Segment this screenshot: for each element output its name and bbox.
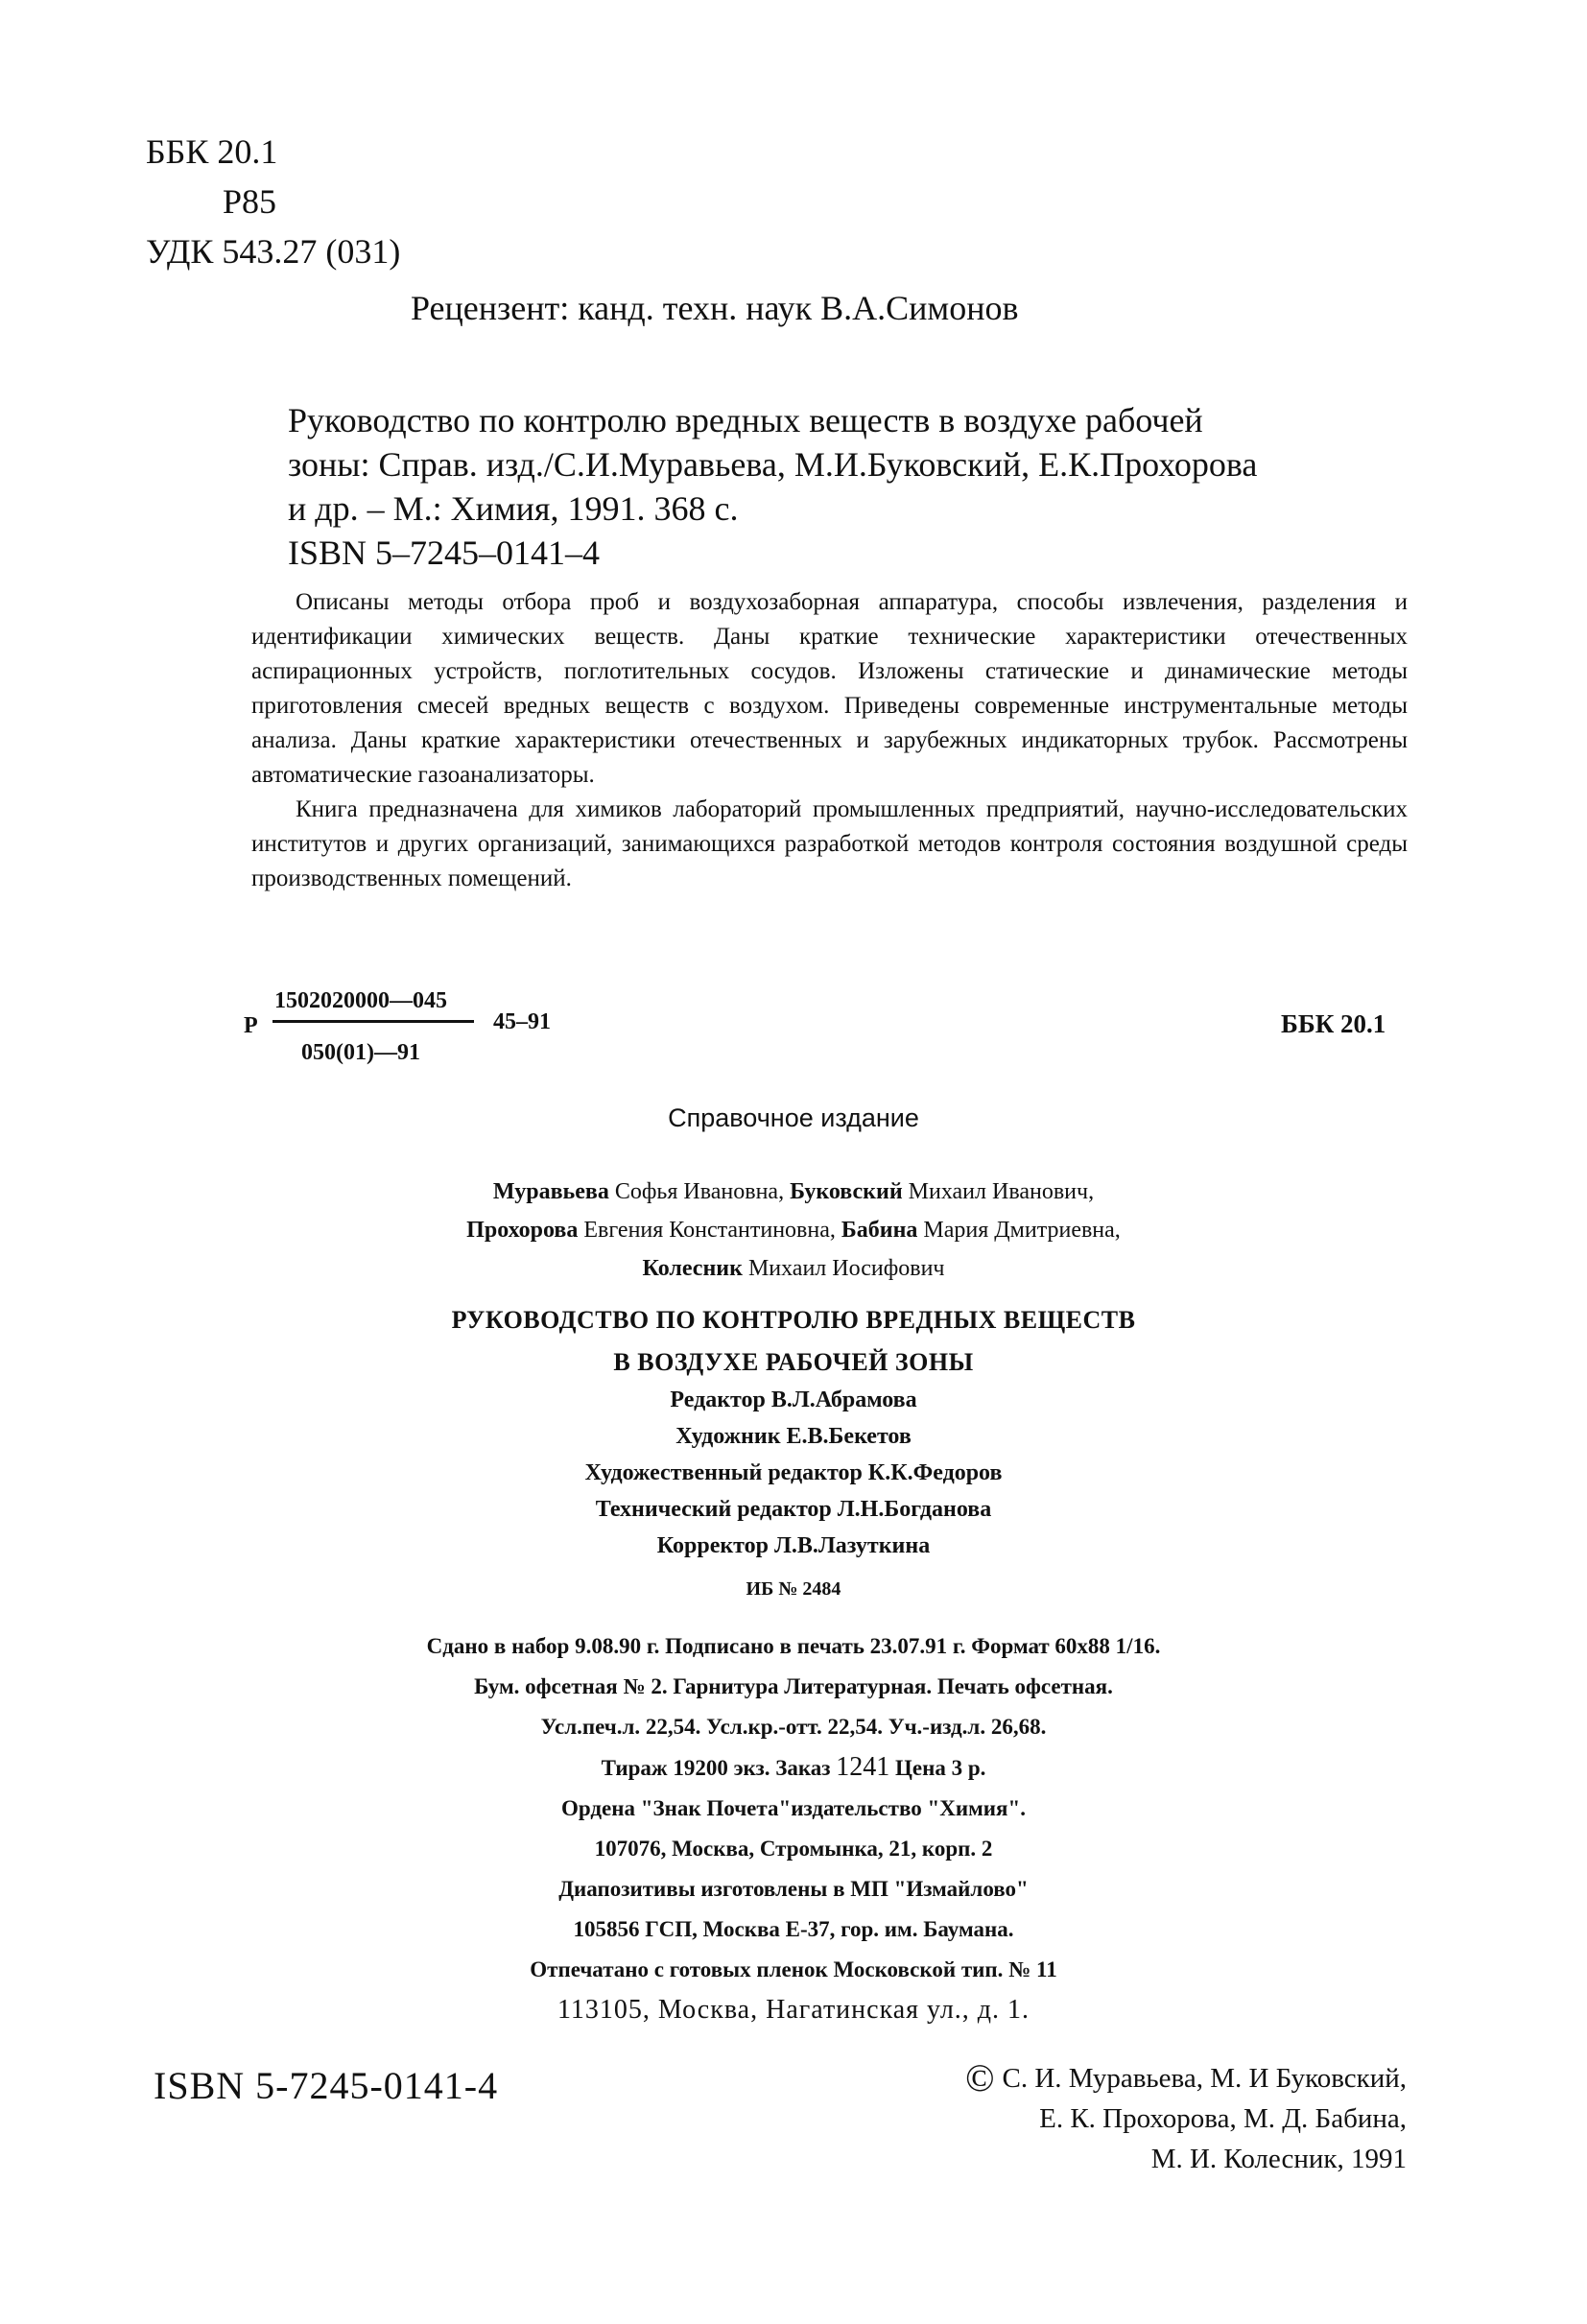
print-run: Тираж 19200 экз. Заказ — [601, 1756, 831, 1780]
citation-line-3: и др. – М.: Химия, 1991. 368 с. — [288, 489, 739, 528]
abstract — [251, 585, 1408, 896]
catalog-denominator: 050(01)—91 — [301, 1040, 420, 1065]
catalog-code: 45–91 — [493, 1009, 551, 1034]
book-title-caps — [0, 1299, 1587, 1384]
title-line-2: В ВОЗДУХЕ РАБОЧЕЙ ЗОНЫ — [613, 1348, 974, 1376]
author-surname: Буковский — [790, 1179, 903, 1204]
copyright-icon: © — [965, 2056, 995, 2099]
staff-corrector: Корректор Л.В.Лазуткина — [656, 1533, 931, 1558]
imprint-line-6: 107076, Москва, Стромынка, 21, корп. 2 — [594, 1837, 993, 1861]
title-line-1: РУКОВОДСТВО ПО КОНТРОЛЮ ВРЕДНЫХ ВЕЩЕСТВ — [451, 1306, 1136, 1334]
staff-art-editor: Художественный редактор К.К.Федоров — [584, 1460, 1003, 1485]
author-name: Софья Ивановна, — [614, 1179, 785, 1204]
ib-number: ИБ № 2484 — [746, 1578, 841, 1600]
copyright-line-1 — [850, 2058, 1407, 2099]
imprint-line-2: Бум. офсетная № 2. Гарнитура Литературная. Печать офсетная. — [474, 1674, 1113, 1698]
copyright-text-1: С. И. Муравьева, М. И Буковский, — [1002, 2063, 1407, 2094]
author-name: Михаил Иванович, — [908, 1179, 1095, 1204]
staff-editor: Редактор В.Л.Абрамова — [670, 1387, 917, 1412]
author-name: Михаил Иосифович — [747, 1256, 945, 1281]
bibliographic-citation — [288, 398, 1420, 575]
price: Цена 3 р. — [895, 1756, 986, 1780]
authors-list — [0, 1173, 1587, 1288]
catalog-letter: Р — [244, 1013, 258, 1038]
shelf-code: Р85 — [223, 182, 277, 221]
catalog-numerator: 1502020000—045 — [274, 988, 447, 1013]
citation-line-2: зоны: Справ. изд./С.И.Муравьева, М.И.Буковский, Е.К.Прохорова — [288, 445, 1258, 484]
author-surname: Бабина — [841, 1218, 918, 1243]
staff-artist: Художник Е.В.Бекетов — [675, 1424, 912, 1449]
authors-line-2 — [0, 1211, 1587, 1249]
imprint-line-1: Сдано в набор 9.08.90 г. Подписано в печать 23.07.91 г. Формат 60х88 1/16. — [426, 1634, 1161, 1658]
author-name: Евгения Константиновна, — [583, 1218, 836, 1243]
imprint-line-5: Ордена "Знак Почета"издательство "Химия". — [561, 1796, 1026, 1820]
edition-type: Справочное издание — [668, 1103, 919, 1132]
udk-code: УДК 543.27 (031) — [146, 232, 401, 271]
abstract-paragraph-1: Описаны методы отбора проб и воздухозаборная аппаратура, способы извлечения, разделения и идентификации химических веществ. Даны краткие технические характеристики отечественных аспирационных устройств, поглотительных сосудов. Изложены статические и динамические методы приготовления смесей вредных веществ с воздухом. Приведены современные инструментальные методы анализа. Даны краткие характеристики отечественных и зарубежных индикаторных трубок. Рассмотрены автоматические газоанализаторы. — [251, 589, 1408, 788]
staff-tech-editor: Технический редактор Л.Н.Богданова — [595, 1497, 992, 1522]
bbk-code: ББК 20.1 — [146, 132, 278, 171]
citation-line-1: Руководство по контролю вредных веществ в воздухе рабочей — [288, 401, 1203, 439]
imprint-line-10: 113105, Москва, Нагатинская ул., д. 1. — [557, 1995, 1030, 2025]
authors-line-1 — [0, 1173, 1587, 1211]
imprint-line-4 — [0, 1747, 1587, 1789]
classification-codes — [146, 127, 400, 276]
bbk-right: ББК 20.1 — [1281, 1009, 1386, 1038]
author-surname: Колесник — [642, 1256, 743, 1281]
author-name: Мария Дмитриевна, — [923, 1218, 1121, 1243]
author-surname: Прохорова — [466, 1218, 579, 1243]
copyright-line-3: М. И. Колесник, 1991 — [1150, 2144, 1407, 2174]
order-number: 1241 — [836, 1752, 890, 1782]
citation-isbn: ISBN 5–7245–0141–4 — [288, 534, 601, 572]
imprint-line-9: Отпечатано с готовых пленок Московской тип. № 11 — [530, 1957, 1057, 1981]
isbn-bottom: ISBN 5-7245-0141-4 — [154, 2064, 499, 2107]
imprint-line-3: Усл.печ.л. 22,54. Усл.кр.-отт. 22,54. Уч.-изд.л. 26,68. — [540, 1715, 1047, 1739]
copyright-block — [850, 2058, 1407, 2179]
authors-line-3 — [0, 1249, 1587, 1288]
imprint-line-7: Диапозитивы изготовлены в МП "Измайлово" — [558, 1877, 1029, 1901]
author-surname: Муравьева — [492, 1179, 609, 1204]
fraction-line — [272, 1020, 474, 1023]
imprint-line-8: 105856 ГСП, Москва Е-37, гор. им. Баумана. — [573, 1917, 1014, 1941]
imprint-block — [0, 1626, 1587, 2030]
editorial-staff — [0, 1382, 1587, 1564]
abstract-paragraph-2: Книга предназначена для химиков лабораторий промышленных предприятий, научно-исследовательских институтов и других организаций, занимающихся разработкой методов контроля состояния воздушной среды производственных помещений. — [251, 796, 1408, 891]
copyright-line-2: Е. К. Прохорова, М. Д. Бабина, — [1039, 2103, 1407, 2134]
reviewer-line: Рецензент: канд. техн. наук В.А.Симонов — [411, 289, 1019, 327]
